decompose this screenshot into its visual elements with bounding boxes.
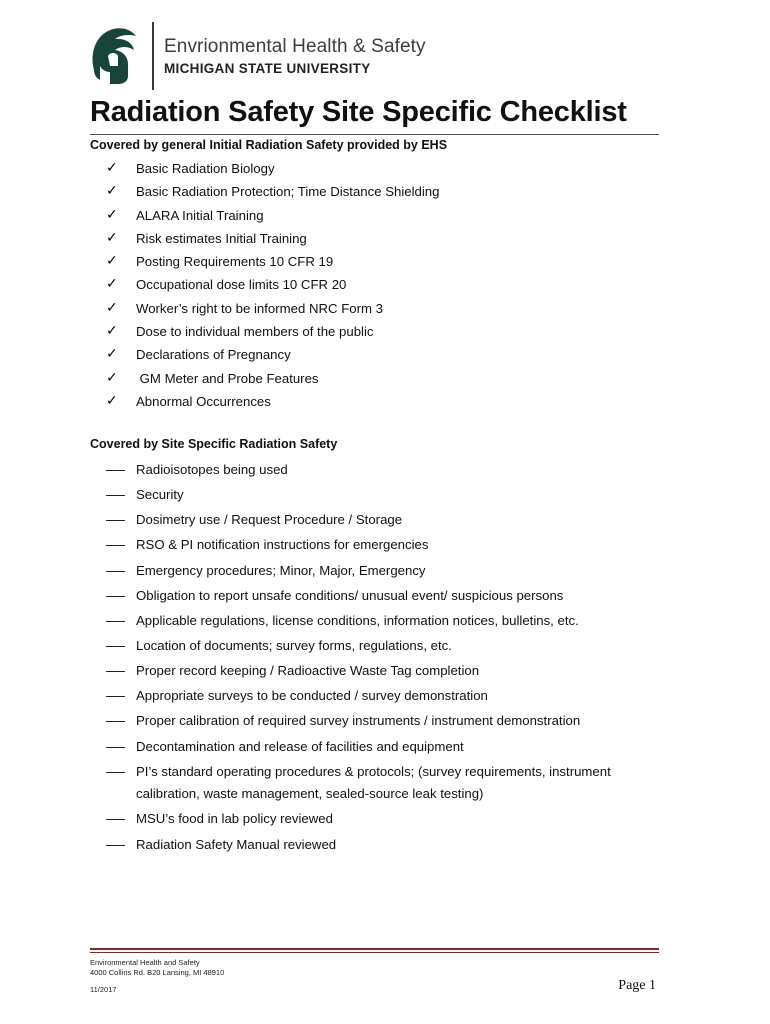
blank-line-icon xyxy=(106,571,125,572)
blank-line-icon xyxy=(106,646,125,647)
org-name: Envrionmental Health & Safety xyxy=(164,36,426,57)
header-divider xyxy=(152,22,154,90)
checkmark-icon: ✓ xyxy=(106,229,118,246)
checkmark-icon: ✓ xyxy=(106,206,118,223)
section-heading-general: Covered by general Initial Radiation Safety provided by EHS xyxy=(90,138,448,152)
blank-line-icon xyxy=(106,545,125,546)
checkmark-icon: ✓ xyxy=(106,183,118,200)
page-title: Radiation Safety Site Specific Checklist xyxy=(90,96,627,128)
blank-line-icon xyxy=(106,470,125,471)
blank-line-icon xyxy=(106,819,125,820)
blank-line-icon xyxy=(106,772,125,773)
site-specific-checklist xyxy=(106,459,656,859)
title-underline xyxy=(90,134,659,135)
footer-org: Environmental Health and Safety xyxy=(90,958,200,967)
list-item: Applicable regulations, license conditions, information notices, bulletins, etc. xyxy=(106,610,656,633)
list-item: Proper record keeping / Radioactive Waste Tag completion xyxy=(106,660,656,683)
blank-line-icon xyxy=(106,845,125,846)
checkmark-icon: ✓ xyxy=(106,253,118,270)
list-item: RSO & PI notification instructions for emergencies xyxy=(106,534,656,557)
footer-divider xyxy=(90,948,659,950)
blank-line-icon xyxy=(106,721,125,722)
list-item: Proper calibration of required survey instruments / instrument demonstration xyxy=(106,710,656,733)
blank-line-icon xyxy=(106,621,125,622)
footer-address: 4000 Collins Rd. B20 Lansing, MI 48910 xyxy=(90,968,225,977)
checkmark-icon: ✓ xyxy=(106,346,118,363)
checkmark-icon: ✓ xyxy=(106,276,118,293)
section-heading-site-specific: Covered by Site Specific Radiation Safety xyxy=(90,437,338,451)
blank-line-icon xyxy=(106,671,125,672)
footer-divider-thin xyxy=(90,952,659,953)
footer-date: 11/2017 xyxy=(90,985,117,994)
checkmark-icon: ✓ xyxy=(106,160,118,176)
university-name: MICHIGAN STATE UNIVERSITY xyxy=(164,61,371,76)
list-item: Radioisotopes being used xyxy=(106,459,656,482)
checkmark-icon: ✓ xyxy=(106,323,118,340)
list-item: Appropriate surveys to be conducted / survey demonstration xyxy=(106,685,656,708)
blank-line-icon xyxy=(106,596,125,597)
list-item: Radiation Safety Manual reviewed xyxy=(106,834,656,857)
spartan-helmet-icon xyxy=(88,26,140,86)
list-item: Decontamination and release of facilities and equipment xyxy=(106,736,656,759)
blank-line-icon xyxy=(106,747,125,748)
checkmark-icon: ✓ xyxy=(106,392,118,409)
blank-line-icon xyxy=(106,696,125,697)
blank-line-icon xyxy=(106,495,125,496)
list-item: Security xyxy=(106,484,656,507)
list-item: PI’s standard operating procedures & protocols; (survey requirements, instrument calibration, waste management, sealed-source leak testing) xyxy=(106,761,656,806)
page-number: Page 1 xyxy=(618,978,656,993)
list-item: Dosimetry use / Request Procedure / Storage xyxy=(106,509,656,532)
list-item: Emergency procedures; Minor, Major, Emergency xyxy=(106,560,656,583)
list-item: MSU’s food in lab policy reviewed xyxy=(106,808,656,831)
list-item: Obligation to report unsafe conditions/ unusual event/ suspicious persons xyxy=(106,585,656,608)
blank-line-icon xyxy=(106,520,125,521)
checkmark-icon: ✓ xyxy=(106,299,118,316)
list-item: Location of documents; survey forms, regulations, etc. xyxy=(106,635,656,658)
checkmark-icon: ✓ xyxy=(106,369,118,386)
